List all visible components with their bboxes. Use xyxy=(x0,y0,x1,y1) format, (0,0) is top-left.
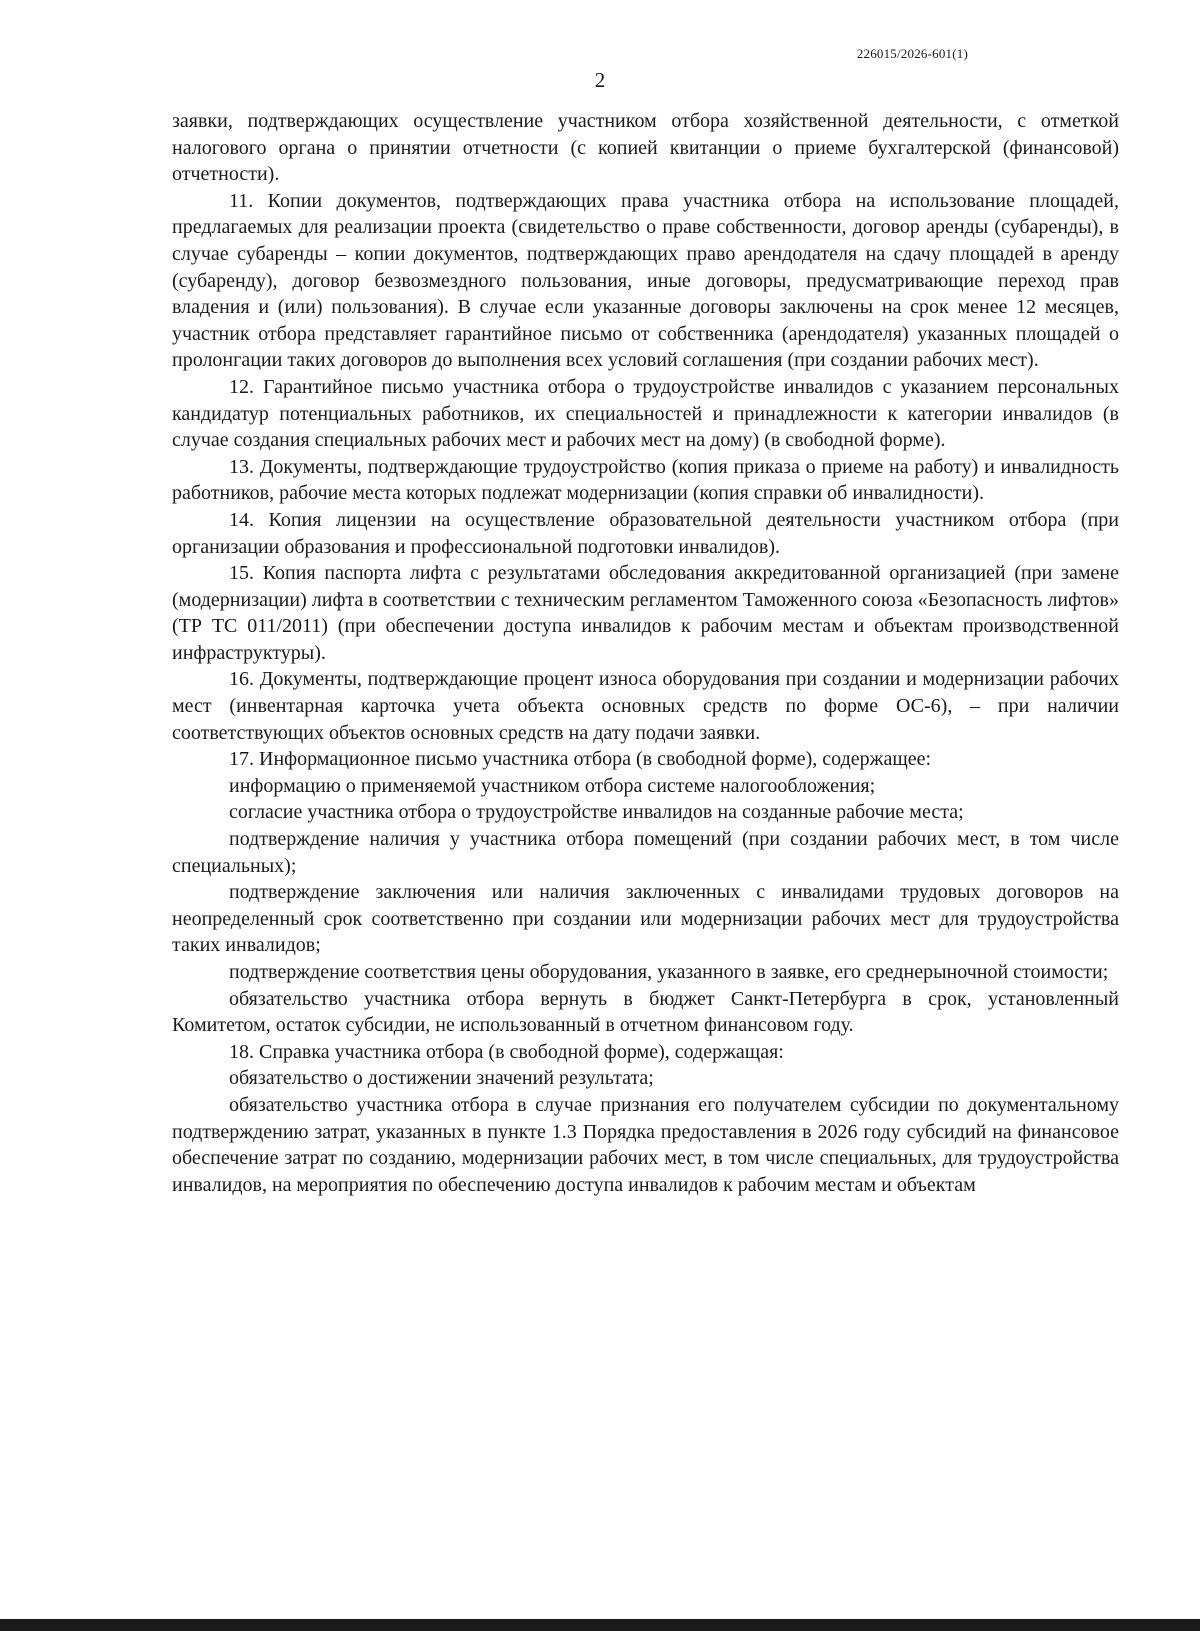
scan-bottom-edge xyxy=(0,1619,1200,1631)
paragraph-item-18: 18. Справка участника отбора (в свободной форме), содержащая: xyxy=(229,1040,784,1063)
paragraph-item-16: 16. Документы, подтверждающие процент износа оборудования при создании и модернизации рабочих мест (инвентарная карточка учета объекта основных средств по форме ОС-6), – при наличии соответствующих объектов основных средств на дату подачи заявки. xyxy=(172,668,1119,744)
paragraph-item-14: 14. Копия лицензии на осуществление образовательной деятельности участником отбора (при организации образования и профессиональной подготовки инвалидов). xyxy=(172,508,1119,558)
paragraph-item-17-tax-system: информацию о применяемой участником отбора системе налогообложения; xyxy=(229,774,876,797)
paragraph-item-17-obligation: обязательство участника отбора вернуть в бюджет Санкт-Петербурга в срок, установленный Комитетом, остаток субсидии, не использованный в отчетном финансовом году. xyxy=(172,987,1119,1037)
paragraph-item-17: 17. Информационное письмо участника отбора (в свободной форме), содержащее: xyxy=(229,748,932,771)
paragraph-item-18-result: обязательство о достижении значений результата; xyxy=(229,1067,654,1090)
document-registration-number: 226015/2026-601(1) xyxy=(856,46,968,61)
document-body xyxy=(172,108,1119,1198)
paragraph-item-17-contracts: подтверждение заключения или наличия заключенных с инвалидами трудовых договоров на неопределенный срок соответственно при создании или модернизации рабочих мест для трудоустройства таких инвалидов; xyxy=(172,881,1119,957)
paragraph-item-17-premises: подтверждение наличия у участника отбора помещений (при создании рабочих мест, в том числе специальных); xyxy=(172,828,1119,877)
paragraph-continuation: заявки, подтверждающих осуществление участником отбора хозяйственной деятельности, с отметкой налогового органа о принятии отчетности (с копией квитанции о приеме бухгалтерской (финансовой) отчетности). xyxy=(172,110,1119,186)
page-number: 2 xyxy=(594,68,606,92)
paragraph-item-13: 13. Документы, подтверждающие трудоустройство (копия приказа о приеме на работу) и инвалидность работников, рабочие места которых подлежат модернизации (копия справки об инвалидности). xyxy=(172,455,1119,505)
paragraph-item-12: 12. Гарантийное письмо участника отбора о трудоустройстве инвалидов с указанием персональных кандидатур потенциальных работников, их специальностей и принадлежности к категории инвалидов (в случае создания специальных рабочих мест и рабочих мест на дому) (в свободной форме). xyxy=(172,375,1119,452)
paragraph-item-18-obligation: обязательство участника отбора в случае признания его получателем субсидии по документальному подтверждению затрат, указанных в пункте 1.3 Порядка предоставления в 2026 году субсидий на финансовое обеспечение затрат по созданию, модернизации рабочих мест, в том числе специальных, для трудоустройства инвалидов, на мероприятия по обеспечению доступа инвалидов к рабочим местам и объектам xyxy=(172,1093,1119,1196)
paragraph-item-15: 15. Копия паспорта лифта с результатами обследования аккредитованной организацией (при замене (модернизации) лифта в соответствии с техническим регламентом Таможенного союза «Безопасность лифтов» (ТР ТС 011/2011) (при обеспечении доступа инвалидов к рабочим местам и объектам производственной инфраструктуры). xyxy=(172,562,1119,664)
paragraph-item-17-price: подтверждение соответствия цены оборудования, указанного в заявке, его среднерыночной стоимости; xyxy=(229,961,1109,983)
paragraph-item-11: 11. Копии документов, подтверждающих права участника отбора на использование площадей, предлагаемых для реализации проекта (свидетельство о праве собственности, договор аренды (субаренды), в случае субаренды – копии документов, подтверждающих право арендодателя на сдачу площадей в аренду (субаренду), договор безвозмездного пользования, иные договоры, предусматривающие переход прав владения и (или) пользования). В случае если указанные договоры заключены на срок менее 12 месяцев, участник отбора представляет гарантийное письмо от собственника (арендодателя) указанных площадей о пролонгации таких договоров до выполнения всех условий соглашения (при создании рабочих мест). xyxy=(172,189,1119,372)
paragraph-item-17-consent: согласие участника отбора о трудоустройстве инвалидов на созданные рабочие места; xyxy=(229,801,964,824)
